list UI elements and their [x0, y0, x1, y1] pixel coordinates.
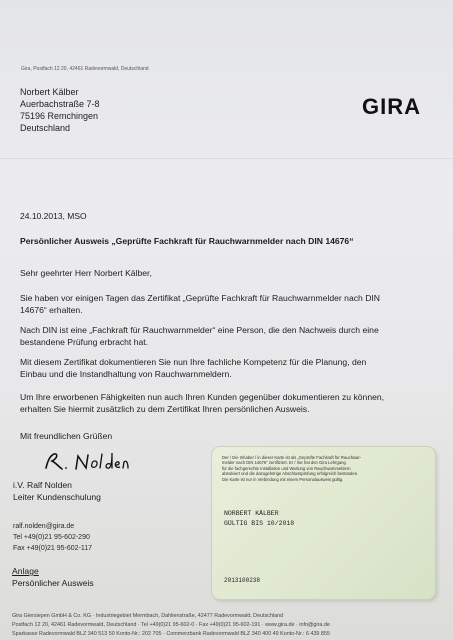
paragraph-2: [20, 325, 440, 348]
card-valid-until: GÜLTIG BIS 10/2018: [224, 520, 295, 527]
contact-email: ralf.nolden@gira.de: [13, 523, 75, 530]
card-number: 2013100238: [224, 577, 261, 584]
footer-line: Gira Giersiepen GmbH & Co. KG · Industriegebiet Mermbach, Dahlienstraße, 42477 Radevormwald, Deutschland: [12, 613, 284, 619]
recipient-line: 75196 Remchingen: [20, 111, 99, 121]
paragraph-3: [20, 357, 440, 380]
handwritten-signature: [40, 448, 140, 474]
recipient-line: Auerbachstraße 7-8: [20, 99, 100, 109]
letter-subject: Persönlicher Ausweis „Geprüfte Fachkraft für Rauchwarnmelder nach DIN 14676“: [20, 236, 354, 246]
closing: Mit freundlichen Grüßen: [20, 431, 113, 441]
card-text-line: für die fachgerechte Installation und Wartung von Rauchwarnmeldern: [222, 465, 351, 471]
signer-role: Leiter Kundenschulung: [13, 492, 101, 502]
contact-fax: Fax +49(0)21 95-602-117: [13, 545, 93, 552]
card-text-line: Die Karte ist nur in Verbindung mit einem Personalausweis gültig.: [222, 476, 344, 482]
paragraph-line: bestandene Prüfung erbracht hat.: [20, 336, 149, 347]
salutation: Sehr geehrter Herr Norbert Kälber,: [20, 268, 152, 278]
signer-name: i.V. Ralf Nolden: [13, 480, 72, 490]
recipient-line: Deutschland: [20, 123, 71, 133]
recipient-address: [20, 86, 100, 134]
paragraph-line: Um Ihre erworbenen Fähigkeiten nun auch Ihren Kunden gegenüber dokumentieren zu können,: [20, 392, 385, 402]
letter-date: 24.10.2013, MSO: [20, 211, 87, 221]
card-text-line: absolviert und die dazugehörige Abschlussprüfung erfolgreich bestanden.: [222, 471, 359, 477]
paragraph-line: Nach DIN ist eine „Fachkraft für Rauchwarnmelder“ eine Person, die den Nachweis durch eine: [20, 325, 379, 335]
paragraph-line: 14676“ erhalten.: [20, 304, 83, 315]
contact-block: [13, 521, 92, 554]
paragraph-line: erhalten Sie hiermit zusätzlich zu dem Zertifikat Ihren persönlichen Ausweis.: [20, 403, 310, 414]
footer-line: Sparkasse Radevormwald BLZ 340 513 50 Konto-Nr.: 202 705 · Commerzbank Radevormwald BLZ 340 400 49 Konto-Nr.: 6 439 855: [12, 631, 330, 637]
enclosure-label: Anlage: [12, 566, 39, 576]
paragraph-line: Einbau und die Instandhaltung von Rauchwarnmeldern.: [20, 368, 232, 379]
card-description: [222, 455, 422, 482]
paragraph-line: Sie haben vor einigen Tagen das Zertifikat „Geprüfte Fachkraft für Rauchwarnmelder nach DIN: [20, 293, 381, 303]
fold-line: [0, 158, 453, 159]
footer-line: Postfach 12 20, 42461 Radevormwald, Deutschland · Tel +49(0)21 95-602-0 · Fax +49(0)21 95-602-191 · www.gira.de · info@gira.de: [12, 622, 330, 628]
card-text-line: Der / Die Inhaber / in dieser Karte ist als „Geprüfte Fachkraft für Rauchwar-: [222, 455, 362, 460]
card-holder-name: NORBERT KÄLBER: [224, 510, 279, 517]
paragraph-1: [20, 293, 440, 316]
contact-phone: Tel +49(0)21 95-602-290: [13, 534, 90, 541]
id-card: [212, 447, 435, 599]
paragraph-line: Mit diesem Zertifikat dokumentieren Sie nun Ihre fachliche Kompetenz für die Planung, den: [20, 357, 367, 367]
enclosure-item: Persönlicher Ausweis: [12, 578, 94, 588]
card-text-line: melder nach DIN 14676“ zertifiziert. Er / Sie hat den Gira Lehrgang: [222, 460, 346, 466]
gira-logo: GIRA: [362, 94, 421, 119]
sender-line: Gira, Postfach 12 20, 42461 Radevormwald, Deutschland: [21, 66, 149, 72]
recipient-line: Norbert Kälber: [20, 87, 79, 97]
letter-footer: [12, 612, 330, 639]
paragraph-4: [20, 392, 440, 415]
